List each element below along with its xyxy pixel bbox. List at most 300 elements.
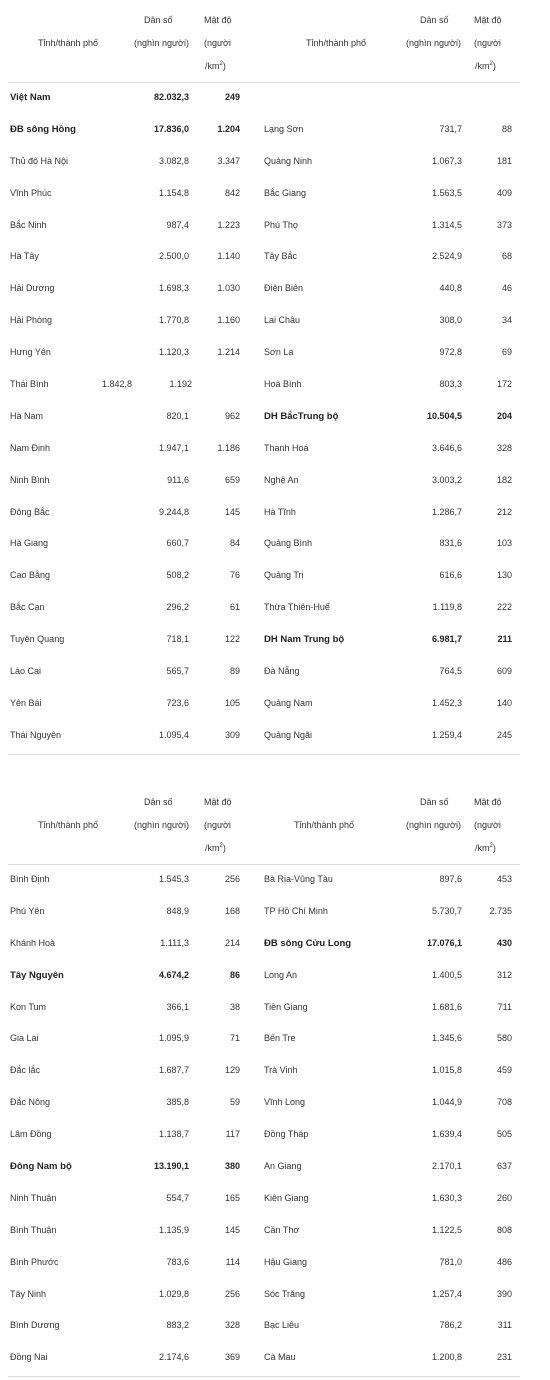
table-row: [262, 897, 524, 929]
cell-population: 911,6: [167, 474, 189, 485]
cell-density: 61: [229, 602, 240, 613]
cell-province: DH BắcTrung bộ: [264, 410, 339, 422]
table-body: [0, 865, 262, 1375]
table-row: [262, 1184, 524, 1216]
cell-population: 2.500,0: [158, 251, 189, 262]
table-row: [262, 1152, 524, 1184]
table-bottom-rule: [264, 1376, 520, 1377]
cell-province: Cà Mau: [264, 1352, 296, 1363]
table-header: [264, 782, 520, 865]
cell-province: Sóc Trăng: [264, 1288, 306, 1299]
header-province: Tỉnh/thành phố: [38, 38, 99, 48]
cell-province: An Giang: [264, 1161, 302, 1172]
cell-province: Thừa Thiên-Huế: [264, 602, 330, 613]
cell-province: Đông Nam bộ: [10, 1161, 72, 1173]
cell-density: 214: [224, 937, 240, 948]
table-row: [0, 1311, 262, 1343]
table-row: [262, 721, 524, 753]
table-row: [262, 466, 524, 498]
cell-density: 89: [229, 666, 240, 677]
cell-province: Hà Tĩnh: [264, 506, 296, 517]
cell-population: 1.135,9: [158, 1224, 189, 1235]
cell-density: 114: [225, 1256, 240, 1267]
cell-population: 366,1: [166, 1001, 189, 1012]
table-row: [0, 1056, 262, 1088]
cell-density: 390: [496, 1288, 512, 1299]
cell-province: Bình Phước: [10, 1256, 59, 1267]
table-row: [262, 147, 524, 179]
table-row: [0, 1120, 262, 1152]
cell-province: Hậu Giang: [264, 1256, 308, 1267]
table-row: [0, 897, 262, 929]
cell-population: 883,2: [166, 1320, 189, 1331]
cell-density: 842: [224, 187, 240, 198]
cell-density: 659: [224, 474, 240, 485]
table-row: [262, 1311, 524, 1343]
cell-province: Thái Bình: [10, 379, 49, 390]
header-density: Mật độ: [474, 15, 502, 25]
cell-population: 1.122,5: [431, 1224, 462, 1235]
cell-population: 1.259,4: [431, 729, 462, 740]
cell-province: Khánh Hoà: [10, 937, 56, 948]
table-row: [262, 929, 524, 961]
cell-province: Đà Nẵng: [264, 666, 300, 677]
cell-density: 1.186: [217, 442, 240, 453]
cell-province: Đồng Tháp: [264, 1129, 309, 1140]
cell-province: TP Hồ Chí Minh: [264, 905, 328, 916]
cell-population: 1.095,4: [158, 729, 189, 740]
cell-population: 764,5: [439, 666, 462, 677]
cell-province: Tuyên Quang: [10, 634, 65, 645]
cell-density: 69: [501, 347, 512, 358]
cell-population: 803,3: [439, 379, 462, 390]
table-row: [0, 657, 262, 689]
header-province: Tỉnh/thành phố: [38, 820, 99, 830]
cell-province: Tây Bắc: [264, 251, 298, 262]
cell-province: Quảng Trị: [264, 570, 304, 581]
table-row: [262, 1120, 524, 1152]
table-row: [262, 961, 524, 993]
header-population: Dân số: [144, 15, 173, 25]
table-row: [0, 147, 262, 179]
cell-population: 1.200,8: [431, 1352, 462, 1363]
cell-density: 34: [501, 315, 512, 326]
cell-density: 84: [229, 538, 240, 549]
cell-province: Hoà Bình: [264, 379, 302, 390]
table-row: [262, 1248, 524, 1280]
cell-density: 409: [496, 187, 512, 198]
cell-province: Bắc Ninh: [10, 219, 47, 230]
cell-population: 1.563,5: [431, 187, 462, 198]
header-density-unit: (người: [474, 820, 501, 830]
cell-province: Thái Nguyên: [10, 729, 62, 740]
table-row: [0, 689, 262, 721]
header-population-unit: (nghìn người): [134, 38, 189, 48]
table-row: [0, 593, 262, 625]
cell-density: 256: [224, 1288, 240, 1299]
table-row: [262, 242, 524, 274]
cell-population: 1.044,9: [431, 1097, 462, 1108]
cell-province: Lạng Sơn: [264, 123, 304, 134]
table-bottom-rule: [8, 1376, 270, 1377]
cell-population: 1.154,8: [158, 187, 189, 198]
table-row: [0, 1024, 262, 1056]
table-row: [262, 865, 524, 897]
cell-province: Quảng Nam: [264, 697, 313, 708]
cell-population: 1.119,8: [432, 602, 462, 613]
cell-density: 328: [496, 442, 512, 453]
cell-population: 1.095,9: [158, 1033, 189, 1044]
cell-population: 440,8: [439, 283, 462, 294]
cell-density: 2.735: [489, 905, 512, 916]
cell-density: 59: [229, 1097, 240, 1108]
population-table-bottom-right: [262, 782, 524, 1375]
population-table-bottom-left: [0, 782, 262, 1375]
table-row: [262, 1056, 524, 1088]
cell-density: 231: [496, 1352, 512, 1363]
cell-density: 3.347: [217, 155, 240, 166]
header-density: Mật độ: [204, 15, 232, 25]
cell-population: 1.029,8: [158, 1288, 189, 1299]
table-row: [0, 1280, 262, 1312]
cell-province: Bà Rịa-Vũng Tàu: [264, 874, 333, 884]
header-density-unit-km2: [475, 843, 496, 853]
cell-density: 380: [224, 1161, 240, 1172]
cell-province: DH Nam Trung bộ: [264, 634, 345, 646]
cell-density: 165: [224, 1192, 240, 1203]
table-row: [0, 434, 262, 466]
header-density-unit: (người: [474, 38, 501, 48]
cell-population: 1.452,3: [431, 697, 462, 708]
cell-density: 609: [496, 666, 512, 677]
cell-density: 962: [224, 410, 240, 421]
cell-province: Kon Tum: [10, 1001, 47, 1012]
cell-population: 308,0: [439, 315, 462, 326]
table-bottom-rule: [264, 754, 520, 755]
cell-province: Quảng Ninh: [264, 155, 313, 166]
cell-density: 505: [496, 1129, 512, 1140]
cell-province: Thủ đô Hà Nội: [10, 155, 69, 166]
cell-population: 9.244,8: [158, 506, 189, 517]
cell-population: 1.015,8: [431, 1065, 462, 1076]
cell-province: Trà Vinh: [264, 1065, 298, 1076]
table-row: [262, 1024, 524, 1056]
table-row: [0, 242, 262, 274]
cell-population: 1.687,7: [158, 1065, 189, 1076]
table-row: [262, 338, 524, 370]
table-row: [0, 338, 262, 370]
table-row: [262, 657, 524, 689]
cell-density: 105: [224, 697, 240, 708]
cell-population: 781,0: [439, 1256, 462, 1267]
cell-density: 1.192: [169, 379, 192, 390]
table-row: [0, 211, 262, 243]
cell-province: Điện Biên: [264, 283, 304, 294]
cell-population: 1.111,3: [160, 937, 189, 948]
table-row: [0, 625, 262, 657]
cell-province: Đồng Nai: [10, 1352, 48, 1363]
cell-density: 38: [229, 1001, 240, 1012]
table-row: [0, 466, 262, 498]
km-close: ): [492, 843, 496, 853]
cell-density: 76: [229, 570, 240, 581]
cell-density: 245: [496, 729, 512, 740]
cell-density: 486: [496, 1256, 512, 1267]
table-row: [0, 274, 262, 306]
table-header: [264, 0, 520, 83]
table-row: [0, 721, 262, 753]
cell-population: 565,7: [166, 666, 189, 677]
cell-province: Lào Cai: [10, 666, 42, 677]
cell-population: 1.138,7: [158, 1129, 189, 1140]
km-close: ): [492, 61, 496, 71]
table-row: [0, 498, 262, 530]
cell-province: Bắc Cạn: [10, 602, 45, 613]
cell-population: 731,7: [439, 123, 462, 134]
km-unit: /km: [475, 843, 490, 853]
cell-density: 168: [224, 905, 240, 916]
cell-population: 385,8: [166, 1097, 189, 1108]
table-row: [262, 561, 524, 593]
cell-density: 708: [496, 1097, 512, 1108]
cell-population: 1.639,4: [431, 1129, 462, 1140]
cell-population: 296,2: [166, 602, 189, 613]
cell-population: 820,1: [166, 410, 189, 421]
cell-population: 1.400,5: [431, 969, 462, 980]
cell-density: 204: [496, 410, 512, 421]
table-row: [0, 1184, 262, 1216]
cell-province: Kiên Giang: [264, 1192, 309, 1203]
cell-density: 580: [496, 1033, 512, 1044]
cell-density: 172: [496, 379, 512, 390]
cell-population: 3.082,8: [158, 155, 189, 166]
cell-population: 1.067,3: [431, 155, 462, 166]
cell-density: 71: [229, 1033, 240, 1044]
header-population: Dân số: [420, 15, 449, 25]
cell-density: 430: [496, 937, 512, 948]
table-row: [262, 83, 524, 115]
cell-population: 1.842,8: [101, 379, 132, 390]
cell-population: 1.770,8: [158, 315, 189, 326]
cell-population: 972,8: [439, 347, 462, 358]
cell-density: 181: [496, 155, 512, 166]
cell-density: 129: [224, 1065, 240, 1076]
cell-population: 718,1: [166, 634, 189, 645]
cell-population: 13.190,1: [153, 1161, 189, 1172]
cell-province: Đắc lắc: [10, 1065, 41, 1076]
cell-province: Bình Thuận: [10, 1224, 57, 1235]
cell-density: 637: [496, 1161, 512, 1172]
cell-density: 309: [224, 729, 240, 740]
cell-population: 5.730,7: [431, 905, 462, 916]
population-table-top-right: [262, 0, 524, 753]
table-row: [262, 1216, 524, 1248]
km-unit: /km: [205, 843, 220, 853]
table-header: [8, 782, 270, 865]
table-row: [0, 1088, 262, 1120]
cell-population: 17.076,1: [426, 937, 462, 948]
cell-density: 1.204: [217, 123, 240, 134]
table-row: [262, 306, 524, 338]
cell-province: Phú Thọ: [264, 219, 298, 230]
header-population: Dân số: [144, 797, 173, 807]
cell-density: 311: [497, 1320, 512, 1331]
table-row: [0, 306, 262, 338]
cell-population: 848,9: [166, 905, 189, 916]
cell-province: Quảng Ngãi: [264, 729, 313, 740]
cell-population: 1.681,6: [431, 1001, 462, 1012]
cell-density: 459: [496, 1065, 512, 1076]
table-row: [0, 993, 262, 1025]
table-body: [262, 83, 524, 753]
cell-population: 897,6: [439, 874, 462, 884]
header-density-unit-km2: [205, 61, 226, 71]
cell-province: Hà Nam: [10, 410, 44, 421]
cell-province: Bắc Giang: [264, 187, 307, 198]
table-row: [262, 211, 524, 243]
cell-population: 1.698,3: [158, 283, 189, 294]
cell-province: Vĩnh Phúc: [10, 187, 52, 198]
population-table-top-left: [0, 0, 262, 753]
cell-population: 6.981,7: [431, 634, 462, 645]
km-close: ): [222, 61, 226, 71]
cell-population: 987,4: [166, 219, 189, 230]
cell-province: Hà Tây: [10, 251, 39, 262]
cell-density: 1.030: [217, 283, 240, 294]
cell-density: 260: [496, 1192, 512, 1203]
table-row: [262, 179, 524, 211]
table-row: [262, 274, 524, 306]
header-population: Dân số: [420, 797, 449, 807]
cell-density: 312: [496, 969, 512, 980]
cell-population: 831,6: [439, 538, 462, 549]
cell-province: Lâm Đồng: [10, 1129, 52, 1140]
cell-density: 328: [224, 1320, 240, 1331]
header-density-unit-km2: [475, 61, 496, 71]
cell-density: 249: [224, 92, 240, 102]
cell-province: Hà Giang: [10, 538, 49, 549]
table-row: [262, 115, 524, 147]
cell-population: 1.286,7: [431, 506, 462, 517]
cell-density: 122: [224, 634, 240, 645]
cell-density: 145: [224, 506, 240, 517]
cell-population: 783,6: [166, 1256, 189, 1267]
cell-density: 222: [496, 602, 512, 613]
cell-density: 46: [501, 283, 512, 294]
cell-population: 17.836,0: [153, 123, 189, 134]
cell-density: 103: [496, 538, 512, 549]
cell-province: Hải Dương: [10, 283, 55, 294]
table-row: [0, 961, 262, 993]
cell-province: Bình Định: [10, 874, 50, 884]
cell-population: 1.947,1: [158, 442, 189, 453]
cell-province: Gia Lai: [10, 1033, 39, 1044]
header-population-unit: (nghìn người): [406, 38, 461, 48]
cell-population: 616,6: [439, 570, 462, 581]
cell-population: 554,7: [166, 1192, 189, 1203]
cell-density: 256: [224, 874, 240, 884]
km-exponent: 2: [219, 843, 223, 849]
table-row: [0, 865, 262, 897]
cell-density: 711: [497, 1001, 512, 1012]
cell-province: Sơn La: [264, 347, 294, 358]
cell-province: Bạc Liêu: [264, 1320, 300, 1331]
cell-density: 1.223: [217, 219, 240, 230]
cell-population: 3.003,2: [431, 474, 462, 485]
table-row: [262, 370, 524, 402]
cell-density: 88: [501, 123, 512, 134]
table-row: [262, 529, 524, 561]
cell-population: 1.345,6: [431, 1033, 462, 1044]
cell-density: 140: [496, 697, 512, 708]
cell-province: Cao Bằng: [10, 570, 51, 581]
cell-province: ĐB sông Cửu Long: [264, 937, 352, 949]
cell-population: 3.646,6: [431, 442, 462, 453]
cell-density: 182: [496, 474, 512, 485]
cell-density: 212: [496, 506, 512, 517]
km-unit: /km: [205, 61, 220, 71]
header-density: Mật độ: [204, 797, 232, 807]
table-row: [0, 83, 262, 115]
header-density-unit: (người: [204, 820, 231, 830]
table-row: [0, 1248, 262, 1280]
table-row: [0, 179, 262, 211]
cell-density: 130: [496, 570, 512, 581]
table-row: [262, 689, 524, 721]
cell-population: 1.120,3: [158, 347, 189, 358]
cell-population: 660,7: [166, 538, 189, 549]
table-row: [0, 929, 262, 961]
table-row: [262, 993, 524, 1025]
cell-province: Hải Phòng: [10, 315, 53, 326]
cell-density: 145: [224, 1224, 240, 1235]
header-population-unit: (nghìn người): [134, 820, 189, 830]
cell-population: 1.630,3: [431, 1192, 462, 1203]
cell-province: Cần Thơ: [264, 1224, 300, 1235]
cell-province: Phú Yên: [10, 905, 45, 916]
table-row: [0, 115, 262, 147]
cell-density: 86: [229, 969, 240, 980]
cell-population: 2.174,6: [158, 1352, 189, 1363]
km-exponent: 2: [489, 843, 493, 849]
header-province: Tỉnh/thành phố: [306, 38, 367, 48]
table-row: [262, 498, 524, 530]
table-row: [0, 529, 262, 561]
cell-density: 1.140: [217, 251, 240, 262]
cell-population: 2.524,9: [431, 251, 462, 262]
header-density: Mật độ: [474, 797, 502, 807]
cell-province: ĐB sông Hồng: [10, 123, 76, 135]
cell-province: Tiền Giang: [264, 1001, 308, 1012]
cell-province: Yên Bái: [10, 697, 42, 708]
table-row: [262, 593, 524, 625]
table-row: [0, 370, 262, 402]
cell-province: Thanh Hoá: [264, 442, 309, 453]
cell-density: 68: [501, 251, 512, 262]
cell-density: 1.160: [217, 315, 240, 326]
cell-population: 723,6: [166, 697, 189, 708]
cell-population: 1.257,4: [431, 1288, 462, 1299]
cell-density: 1.214: [217, 347, 240, 358]
cell-province: Long An: [264, 969, 298, 980]
cell-province: Nam Định: [10, 442, 51, 453]
table-row: [0, 1343, 262, 1375]
cell-population: 508,2: [166, 570, 189, 581]
km-close: ): [222, 843, 226, 853]
cell-province: Vĩnh Long: [264, 1097, 306, 1108]
km-exponent: 2: [219, 61, 223, 67]
cell-province: Nghệ An: [264, 474, 299, 485]
